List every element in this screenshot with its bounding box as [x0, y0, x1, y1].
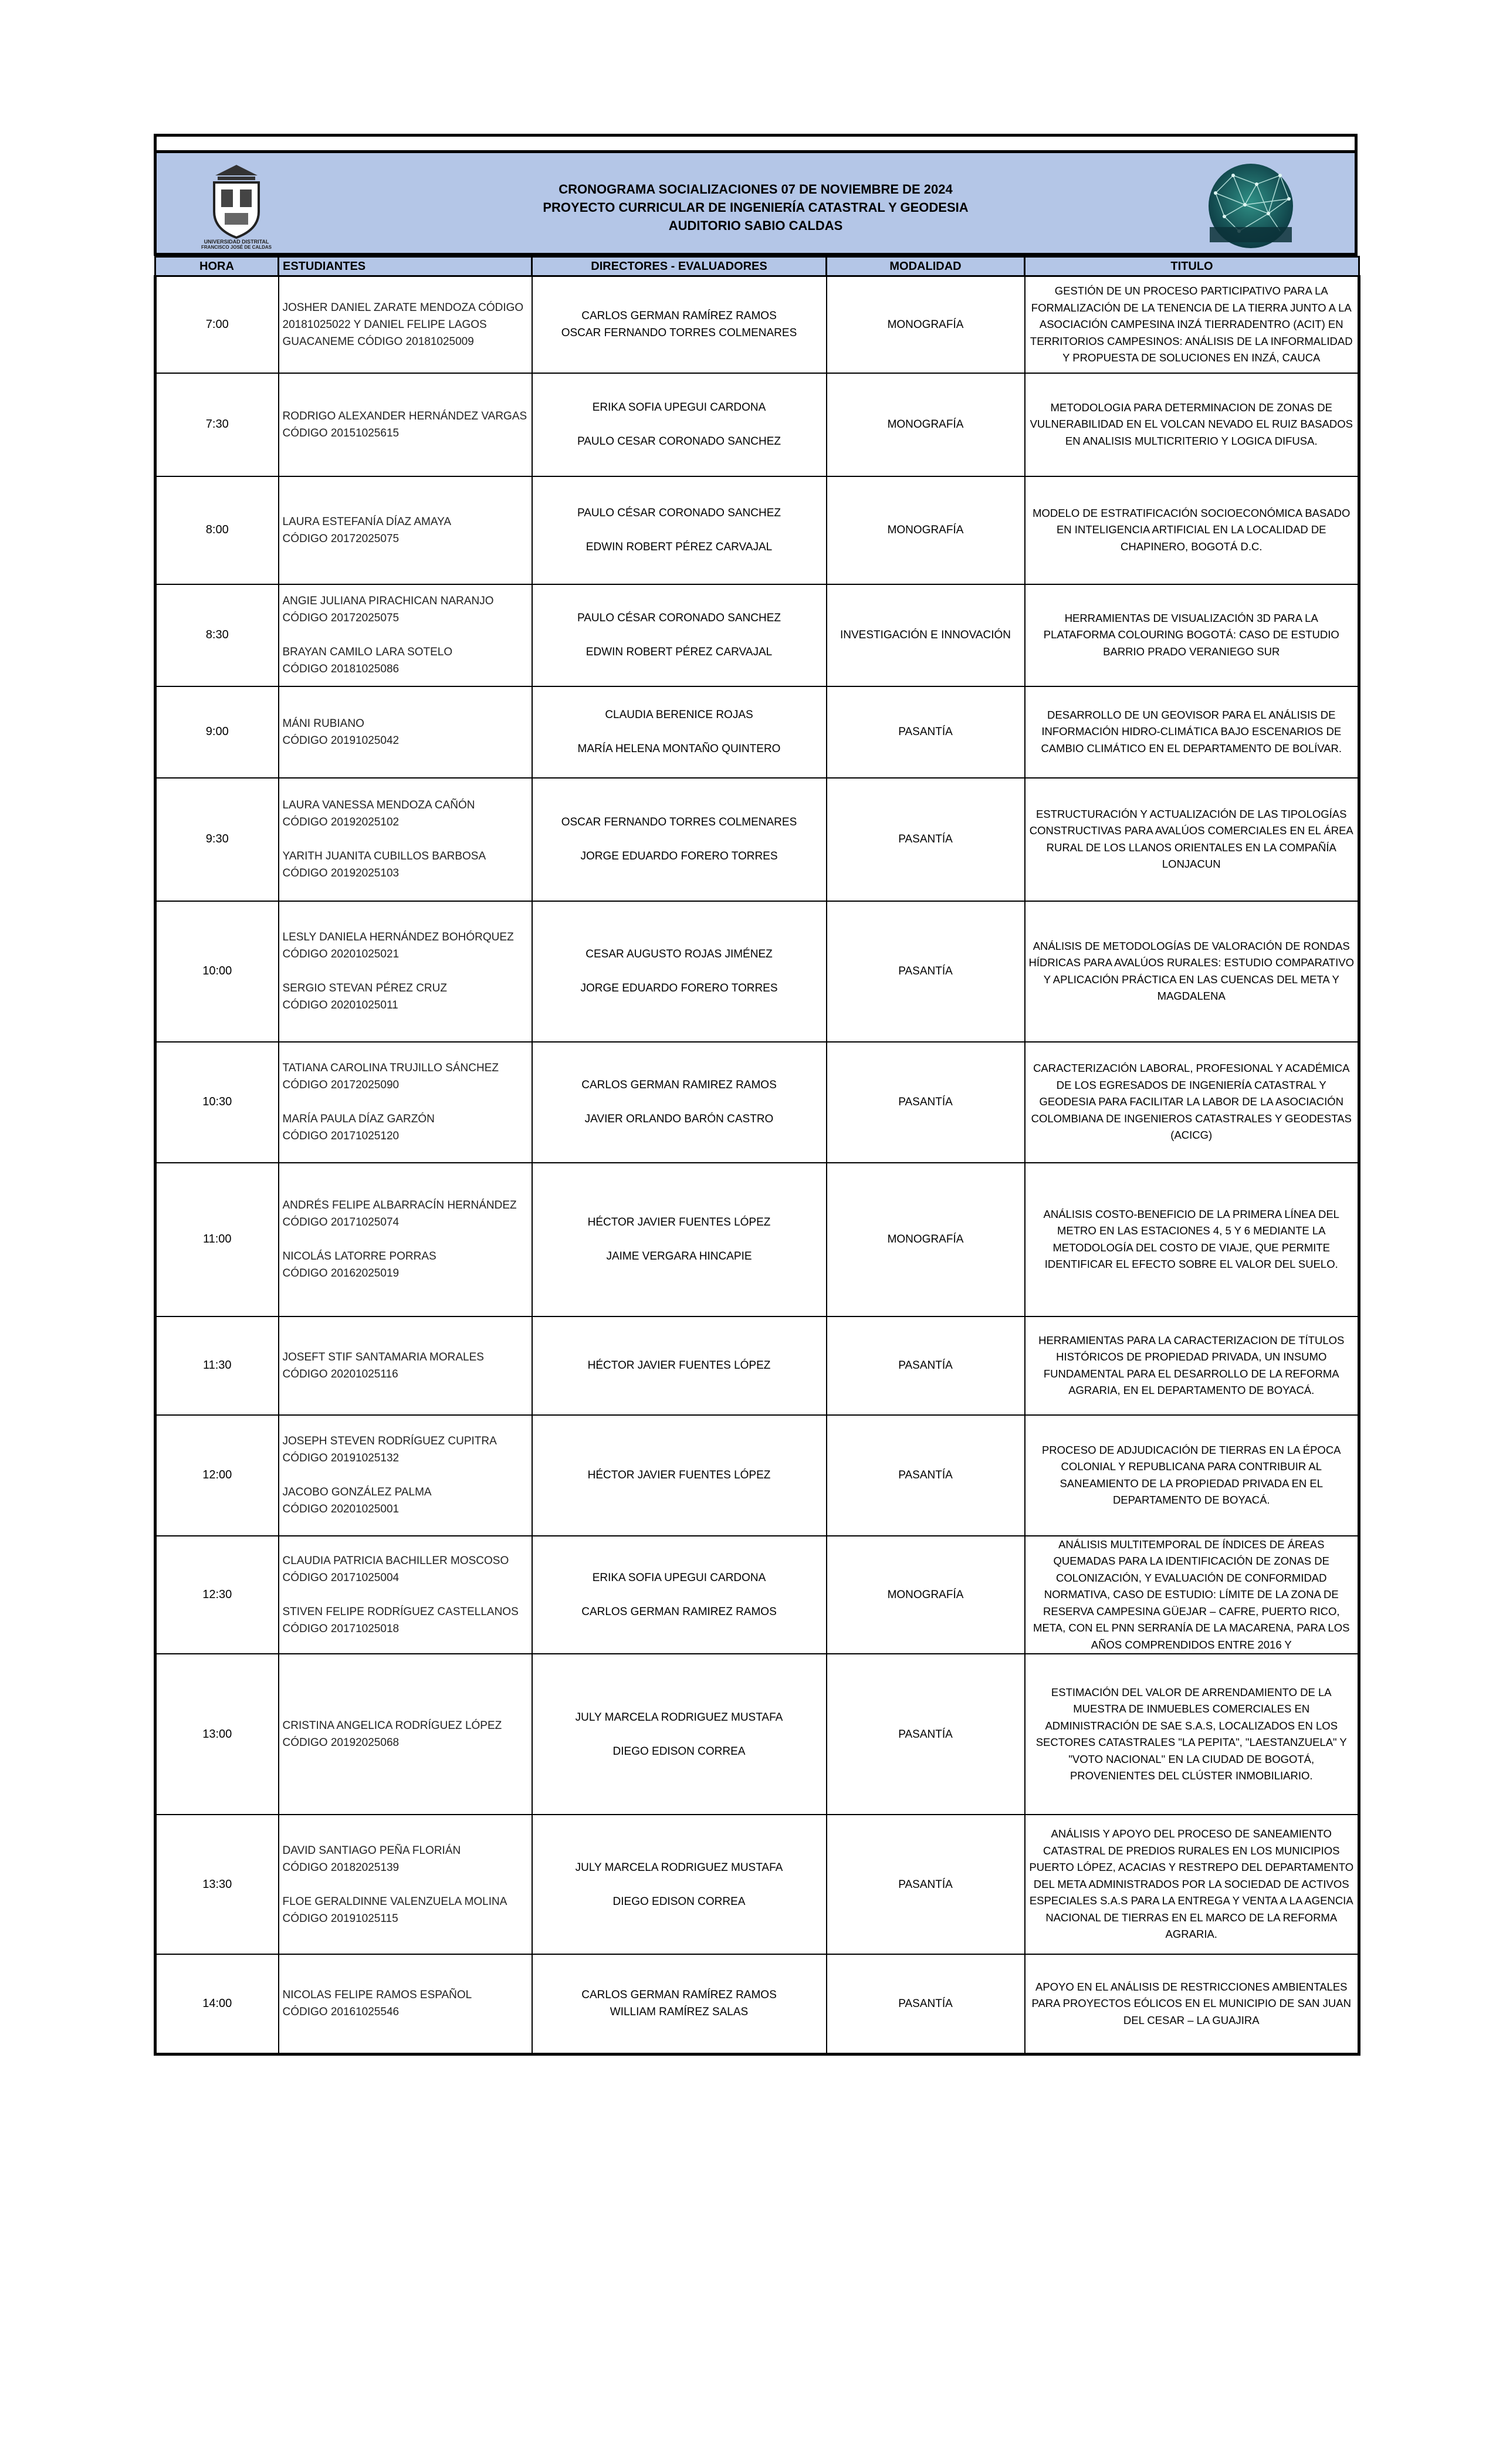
cell-titulo: CARACTERIZACIÓN LABORAL, PROFESIONAL Y ACADÉMICA DE LOS EGRESADOS DE INGENIERÍA CATASTRAL Y GEODESIA PARA FACILITAR LA LABOR DE LA ASOCIACIÓN COLOMBIANA DE INGENIEROS CATASTRALES Y GEODESTAS (ACICG) [1025, 1042, 1359, 1163]
schedule-sheet [154, 134, 1358, 2056]
cell-modalidad: MONOGRAFÍA [827, 1536, 1025, 1654]
column-header-directores: DIRECTORES - EVALUADORES [532, 257, 827, 276]
cell-hora: 13:00 [155, 1654, 279, 1815]
cell-hora: 11:00 [155, 1163, 279, 1316]
document-title-block [157, 180, 1355, 235]
table-row [155, 276, 1359, 373]
cell-modalidad: INVESTIGACIÓN E INNOVACIÓN [827, 584, 1025, 686]
schedule-table [154, 256, 1360, 2056]
cell-directores: CLAUDIA BERENICE ROJAS MARÍA HELENA MONTAÑO QUINTERO [532, 686, 827, 778]
cell-modalidad: PASANTÍA [827, 686, 1025, 778]
cell-directores: JULY MARCELA RODRIGUEZ MUSTAFA DIEGO EDISON CORREA [532, 1654, 827, 1815]
cell-modalidad: PASANTÍA [827, 1415, 1025, 1536]
table-row [155, 1954, 1359, 2054]
cell-hora: 9:00 [155, 686, 279, 778]
table-row [155, 584, 1359, 686]
cell-titulo: GESTIÓN DE UN PROCESO PARTICIPATIVO PARA LA FORMALIZACIÓN DE LA TENENCIA DE LA TIERRA JUNTO A LA ASOCIACIÓN CAMPESINA INZÁ TIERRADENTRO (ACIT) EN TERRITORIOS CAMPESINOS: ANÁLISIS DE LA INFORMALIDAD Y PROPUESTA DE SOLUCIONES EN INZÁ, CAUCA [1025, 276, 1359, 373]
cell-hora: 7:30 [155, 373, 279, 476]
cell-hora: 9:30 [155, 778, 279, 901]
table-row [155, 778, 1359, 901]
document-subtitle: PROYECTO CURRICULAR DE INGENIERÍA CATASTRAL Y GEODESIA [543, 200, 969, 215]
cell-directores: OSCAR FERNANDO TORRES COLMENARES JORGE EDUARDO FORERO TORRES [532, 778, 827, 901]
cell-hora: 13:30 [155, 1815, 279, 1954]
cell-estudiantes: ANGIE JULIANA PIRACHICAN NARANJO CÓDIGO 20172025075 BRAYAN CAMILO LARA SOTELO CÓDIGO 20181025086 [279, 584, 532, 686]
table-row [155, 1654, 1359, 1815]
cell-titulo: ESTRUCTURACIÓN Y ACTUALIZACIÓN DE LAS TIPOLOGÍAS CONSTRUCTIVAS PARA AVALÚOS COMERCIALES EN EL ÁREA RURAL DE LOS LLANOS ORIENTALES EN LA COMPAÑÍA LONJACUN [1025, 778, 1359, 901]
column-header-titulo: TITULO [1025, 257, 1359, 276]
svg-text:UNIVERSIDAD DISTRITAL: UNIVERSIDAD DISTRITAL [204, 239, 269, 245]
cell-hora: 10:30 [155, 1042, 279, 1163]
cell-estudiantes: CRISTINA ANGELICA RODRÍGUEZ LÓPEZ CÓDIGO 20192025068 [279, 1654, 532, 1815]
cell-modalidad: MONOGRAFÍA [827, 1163, 1025, 1316]
table-row [155, 1042, 1359, 1163]
cell-estudiantes: MÁNI RUBIANO CÓDIGO 20191025042 [279, 686, 532, 778]
cell-modalidad: PASANTÍA [827, 1316, 1025, 1415]
cell-estudiantes: RODRIGO ALEXANDER HERNÁNDEZ VARGAS CÓDIGO 20151025615 [279, 373, 532, 476]
cell-directores: HÉCTOR JAVIER FUENTES LÓPEZ [532, 1415, 827, 1536]
cell-directores: JULY MARCELA RODRIGUEZ MUSTAFA DIEGO EDISON CORREA [532, 1815, 827, 1954]
cell-estudiantes: LAURA VANESSA MENDOZA CAÑÓN CÓDIGO 20192025102 YARITH JUANITA CUBILLOS BARBOSA CÓDIGO 20192025103 [279, 778, 532, 901]
column-header-hora: HORA [155, 257, 279, 276]
cell-titulo: APOYO EN EL ANÁLISIS DE RESTRICCIONES AMBIENTALES PARA PROYECTOS EÓLICOS EN EL MUNICIPIO DE SAN JUAN DEL CESAR – LA GUAJIRA [1025, 1954, 1359, 2054]
column-header-modalidad: MODALIDAD [827, 257, 1025, 276]
table-header-row [155, 257, 1359, 276]
cell-titulo: HERRAMIENTAS PARA LA CARACTERIZACION DE TÍTULOS HISTÓRICOS DE PROPIEDAD PRIVADA, UN INSUMO FUNDAMENTAL PARA EL DESARROLLO DE LA REFORMA AGRARIA, EN EL DEPARTAMENTO DE BOYACÁ. [1025, 1316, 1359, 1415]
cell-titulo: ANÁLISIS MULTITEMPORAL DE ÍNDICES DE ÁREAS QUEMADAS PARA LA IDENTIFICACIÓN DE ZONAS DE COLONIZACIÓN, Y EVALUACIÓN DE CONFORMIDAD NORMATIVA, CASO DE ESTUDIO: LÍMITE DE LA ZONA DE RESERVA CAMPESINA GÜEJAR – CAFRE, PUERTO RICO, META, CON EL PNN SERRANÍA DE LA MACARENA, PARA LOS AÑOS COMPRENDIDOS ENTRE 2016 Y [1025, 1536, 1359, 1654]
table-row [155, 476, 1359, 584]
cell-hora: 8:30 [155, 584, 279, 686]
cell-estudiantes: JOSHER DANIEL ZARATE MENDOZA CÓDIGO 20181025022 Y DANIEL FELIPE LAGOS GUACANEME CÓDIGO 20181025009 [279, 276, 532, 373]
cell-titulo: HERRAMIENTAS DE VISUALIZACIÓN 3D PARA LA PLATAFORMA COLOURING BOGOTÁ: CASO DE ESTUDIO BARRIO PRADO VERANIEGO SUR [1025, 584, 1359, 686]
cell-modalidad: MONOGRAFÍA [827, 373, 1025, 476]
cell-titulo: DESARROLLO DE UN GEOVISOR PARA EL ANÁLISIS DE INFORMACIÓN HIDRO-CLIMÁTICA BAJO ESCENARIOS DE CAMBIO CLIMÁTICO EN EL DEPARTAMENTO DE BOLÍVAR. [1025, 686, 1359, 778]
cell-titulo: ANÁLISIS Y APOYO DEL PROCESO DE SANEAMIENTO CATASTRAL DE PREDIOS RURALES EN LOS MUNICIPIOS PUERTO LÓPEZ, ACACIAS Y RESTREPO DEL DEPARTAMENTO DEL META ADMINISTRADOS POR LA SOCIEDAD DE ACTIVOS ESPECIALES S.A.S PARA LA ENTREGA Y VENTA A LA AGENCIA NACIONAL DE TIERRAS EN EL MARCO DE LA REFORMA AGRARIA. [1025, 1815, 1359, 1954]
cell-modalidad: PASANTÍA [827, 1654, 1025, 1815]
table-row [155, 1815, 1359, 1954]
cell-estudiantes: LESLY DANIELA HERNÁNDEZ BOHÓRQUEZ CÓDIGO 20201025021 SERGIO STEVAN PÉREZ CRUZ CÓDIGO 20201025011 [279, 901, 532, 1042]
cell-estudiantes: JOSEPH STEVEN RODRÍGUEZ CUPITRA CÓDIGO 20191025132 JACOBO GONZÁLEZ PALMA CÓDIGO 20201025001 [279, 1415, 532, 1536]
cell-estudiantes: TATIANA CAROLINA TRUJILLO SÁNCHEZ CÓDIGO 20172025090 MARÍA PAULA DÍAZ GARZÓN CÓDIGO 20171025120 [279, 1042, 532, 1163]
cell-modalidad: PASANTÍA [827, 778, 1025, 901]
document-title: CRONOGRAMA SOCIALIZACIONES 07 DE NOVIEMBRE DE 2024 [559, 182, 953, 197]
cell-modalidad: MONOGRAFÍA [827, 476, 1025, 584]
cell-directores: CARLOS GERMAN RAMÍREZ RAMOS OSCAR FERNANDO TORRES COLMENARES [532, 276, 827, 373]
program-logo [1192, 158, 1309, 252]
cell-directores: HÉCTOR JAVIER FUENTES LÓPEZ [532, 1316, 827, 1415]
table-row [155, 1536, 1359, 1654]
cell-directores: HÉCTOR JAVIER FUENTES LÓPEZ JAIME VERGARA HINCAPIE [532, 1163, 827, 1316]
column-header-estudiantes: ESTUDIANTES [279, 257, 532, 276]
cell-estudiantes: CLAUDIA PATRICIA BACHILLER MOSCOSO CÓDIGO 20171025004 STIVEN FELIPE RODRÍGUEZ CASTELLANOS CÓDIGO 20171025018 [279, 1536, 532, 1654]
cell-estudiantes: JOSEFT STIF SANTAMARIA MORALES CÓDIGO 20201025116 [279, 1316, 532, 1415]
cell-estudiantes: DAVID SANTIAGO PEÑA FLORIÁN CÓDIGO 20182025139 FLOE GERALDINNE VALENZUELA MOLINA CÓDIGO 20191025115 [279, 1815, 532, 1954]
cell-directores: CARLOS GERMAN RAMIREZ RAMOS JAVIER ORLANDO BARÓN CASTRO [532, 1042, 827, 1163]
sheet-top-bar [154, 134, 1358, 150]
cell-directores: ERIKA SOFIA UPEGUI CARDONA PAULO CESAR CORONADO SANCHEZ [532, 373, 827, 476]
cell-hora: 14:00 [155, 1954, 279, 2054]
cell-modalidad: PASANTÍA [827, 901, 1025, 1042]
table-row [155, 686, 1359, 778]
cell-modalidad: PASANTÍA [827, 1042, 1025, 1163]
cell-directores: CARLOS GERMAN RAMÍREZ RAMOS WILLIAM RAMÍREZ SALAS [532, 1954, 827, 2054]
cell-modalidad: MONOGRAFÍA [827, 276, 1025, 373]
cell-titulo: ANÁLISIS COSTO-BENEFICIO DE LA PRIMERA LÍNEA DEL METRO EN LAS ESTACIONES 4, 5 Y 6 MEDIANTE LA METODOLOGÍA DEL COSTO DE VIAJE, QUE PERMITE IDENTIFICAR EL EFECTO SOBRE EL VALOR DEL SUELO. [1025, 1163, 1359, 1316]
cell-directores: PAULO CÉSAR CORONADO SANCHEZ EDWIN ROBERT PÉREZ CARVAJAL [532, 584, 827, 686]
sheet-header [154, 150, 1358, 256]
cell-hora: 10:00 [155, 901, 279, 1042]
cell-hora: 12:00 [155, 1415, 279, 1536]
cell-modalidad: PASANTÍA [827, 1954, 1025, 2054]
svg-text:FRANCISCO JOSÉ DE CALDAS: FRANCISCO JOSÉ DE CALDAS [201, 245, 272, 249]
cell-hora: 11:30 [155, 1316, 279, 1415]
cell-hora: 12:30 [155, 1536, 279, 1654]
cell-estudiantes: ANDRÉS FELIPE ALBARRACÍN HERNÁNDEZ CÓDIGO 20171025074 NICOLÁS LATORRE PORRAS CÓDIGO 20162025019 [279, 1163, 532, 1316]
cell-hora: 7:00 [155, 276, 279, 373]
cell-directores: ERIKA SOFIA UPEGUI CARDONA CARLOS GERMAN RAMIREZ RAMOS [532, 1536, 827, 1654]
table-row [155, 1163, 1359, 1316]
table-row [155, 373, 1359, 476]
cell-titulo: PROCESO DE ADJUDICACIÓN DE TIERRAS EN LA ÉPOCA COLONIAL Y REPUBLICANA PARA CONTRIBUIR AL SANEAMIENTO DE LA PROPIEDAD PRIVADA EN EL DEPARTAMENTO DE BOYACÁ. [1025, 1415, 1359, 1536]
cell-modalidad: PASANTÍA [827, 1815, 1025, 1954]
schedule-body [155, 276, 1359, 2055]
cell-titulo: ANÁLISIS DE METODOLOGÍAS DE VALORACIÓN DE RONDAS HÍDRICAS PARA AVALÚOS RURALES: ESTUDIO COMPARATIVO Y APLICACIÓN PRÁCTICA EN LAS CUENCAS DEL META Y MAGDALENA [1025, 901, 1359, 1042]
cell-estudiantes: LAURA ESTEFANÍA DÍAZ AMAYA CÓDIGO 20172025075 [279, 476, 532, 584]
cell-directores: CESAR AUGUSTO ROJAS JIMÉNEZ JORGE EDUARDO FORERO TORRES [532, 901, 827, 1042]
cell-titulo: MODELO DE ESTRATIFICACIÓN SOCIOECONÓMICA BASADO EN INTELIGENCIA ARTIFICIAL EN LA LOCALIDAD DE CHAPINERO, BOGOTÁ D.C. [1025, 476, 1359, 584]
cell-titulo: ESTIMACIÓN DEL VALOR DE ARRENDAMIENTO DE LA MUESTRA DE INMUEBLES COMERCIALES EN ADMINISTRACIÓN DE SAE S.A.S, LOCALIZADOS EN LOS SECTORES CATASTRALES "LA PEPITA", "LAESTANZUELA" Y "VOTO NACIONAL" EN LA CIUDAD DE BOGOTÁ, PROVENIENTES DEL CLÚSTER INMOBILIARIO. [1025, 1654, 1359, 1815]
cell-hora: 8:00 [155, 476, 279, 584]
cell-estudiantes: NICOLAS FELIPE RAMOS ESPAÑOL CÓDIGO 20161025546 [279, 1954, 532, 2054]
table-row [155, 1415, 1359, 1536]
document-venue: AUDITORIO SABIO CALDAS [668, 218, 843, 233]
table-row [155, 901, 1359, 1042]
cell-titulo: METODOLOGIA PARA DETERMINACION DE ZONAS DE VULNERABILIDAD EN EL VOLCAN NEVADO EL RUIZ BASADOS EN ANALISIS MULTICRITERIO Y LOGICA DIFUSA. [1025, 373, 1359, 476]
cell-directores: PAULO CÉSAR CORONADO SANCHEZ EDWIN ROBERT PÉREZ CARVAJAL [532, 476, 827, 584]
table-row [155, 1316, 1359, 1415]
